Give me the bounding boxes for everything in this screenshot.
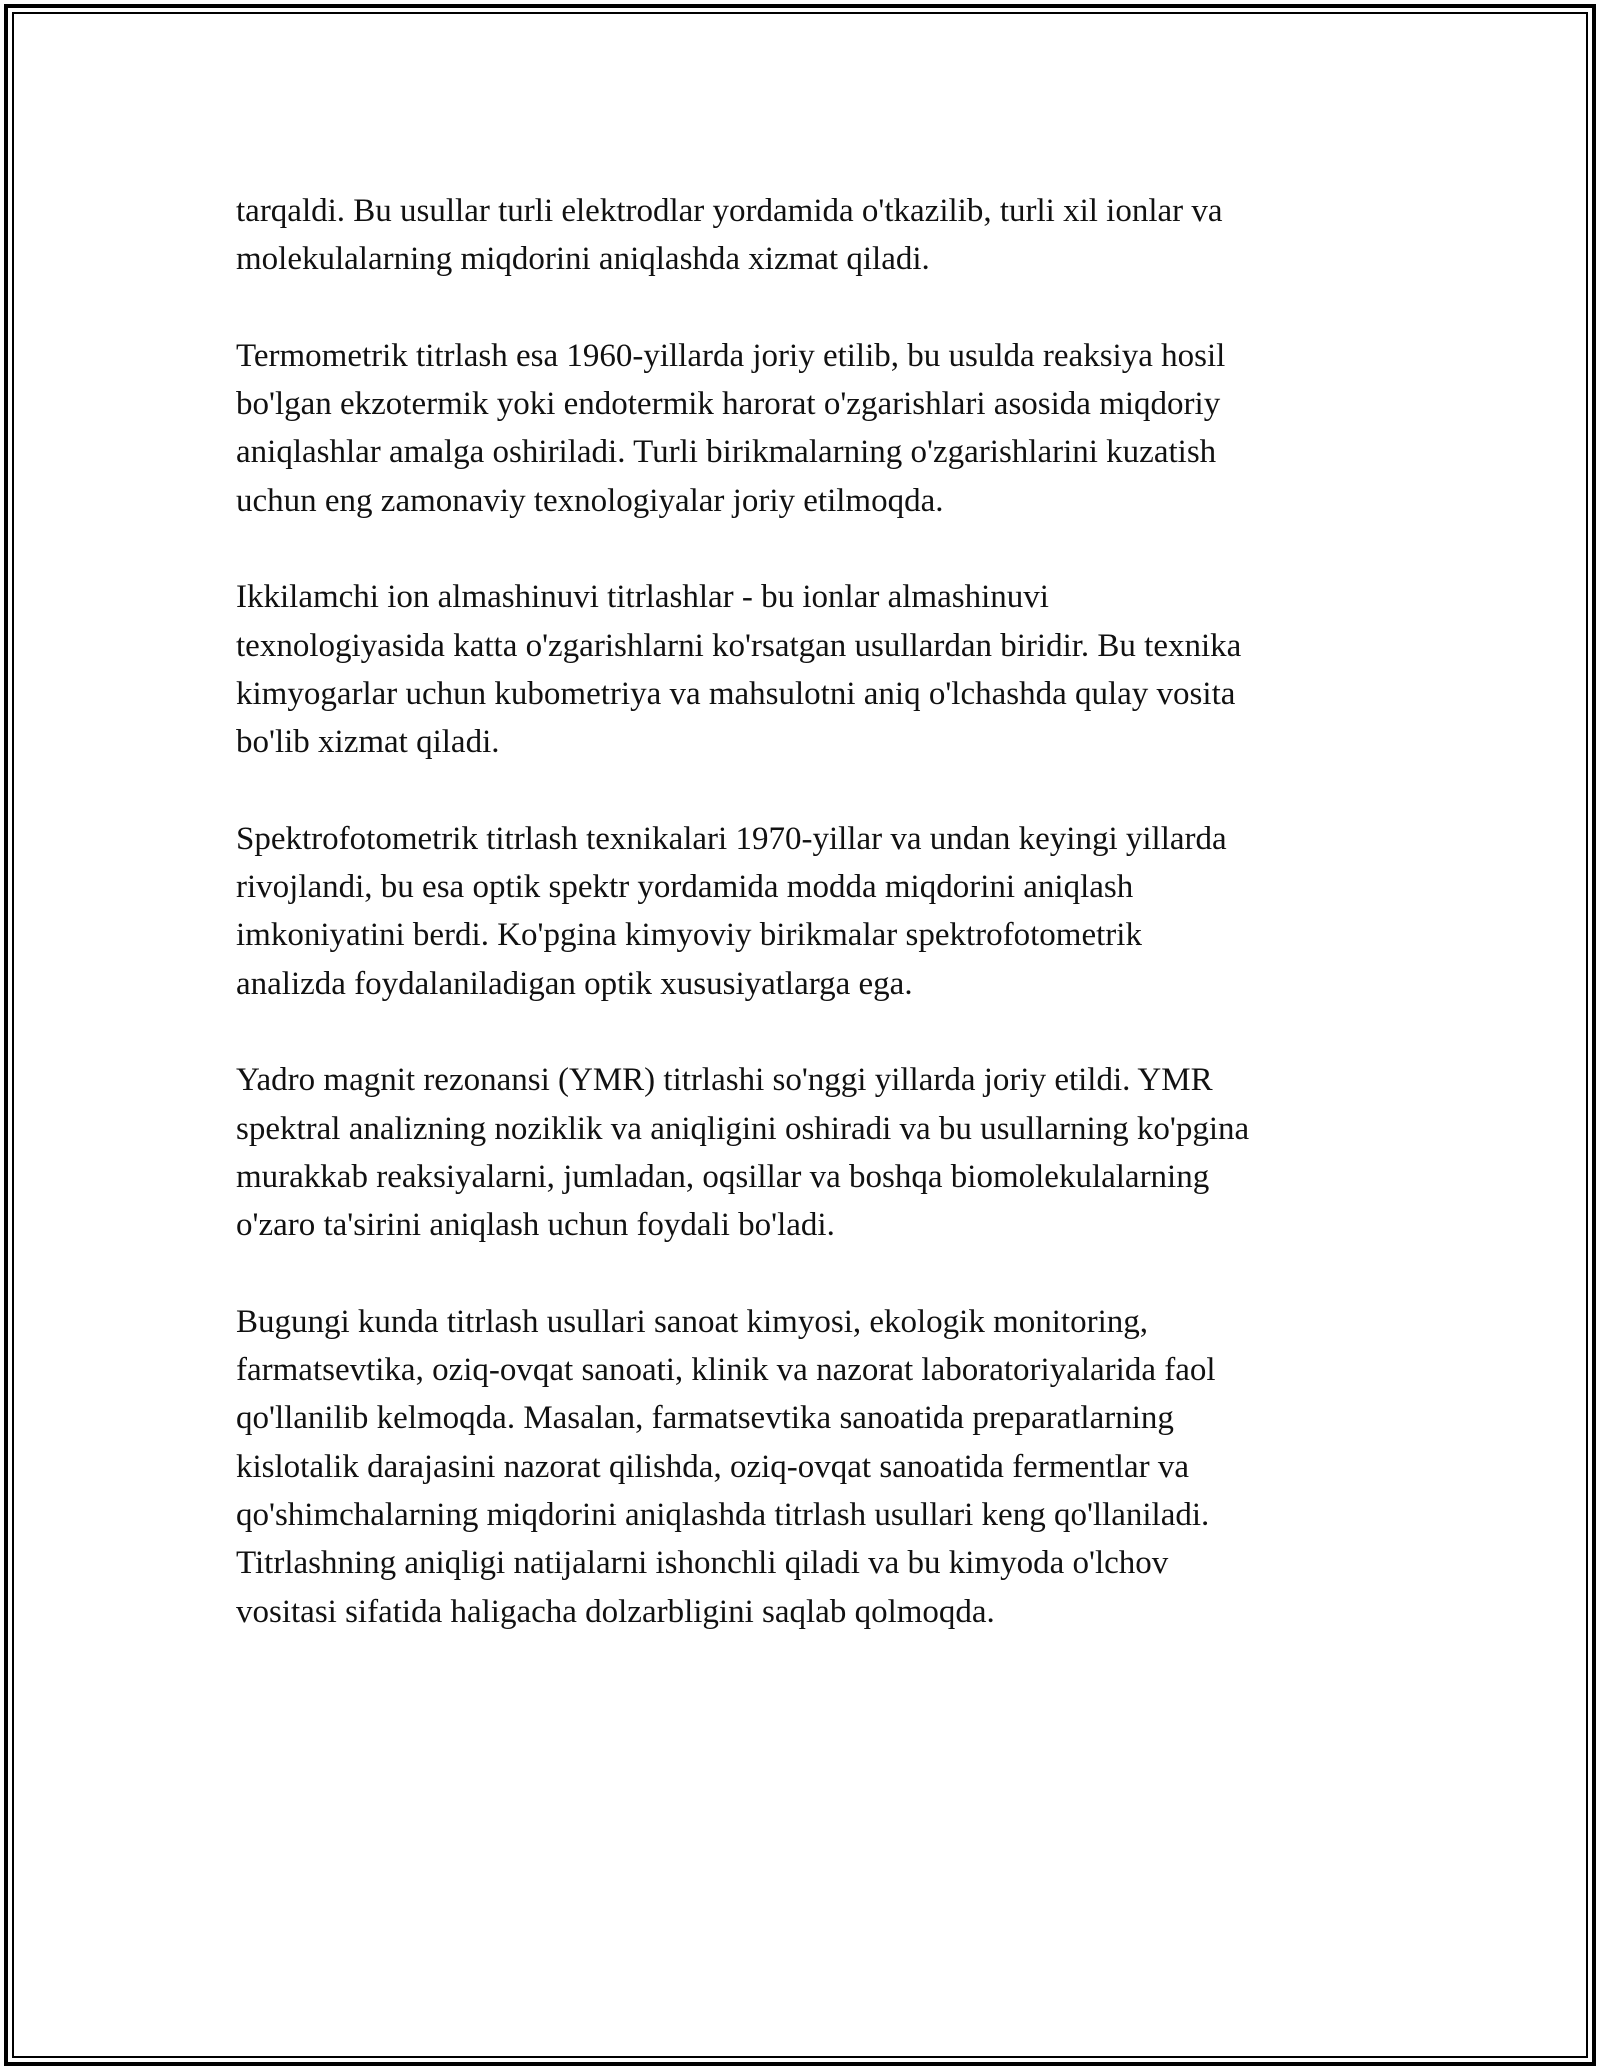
text-line: qo'llanilib kelmoqda. Masalan, farmatsevtika sanoatida preparatlarning	[236, 1400, 1174, 1437]
text-line: o'zaro ta'sirini aniqlash uchun foydali bo'ladi.	[236, 1207, 835, 1244]
text-line: molekulalarning miqdorini aniqlashda xizmat qiladi.	[236, 241, 930, 278]
text-line: vositasi sifatida haligacha dolzarbligini saqlab qolmoqda.	[236, 1593, 995, 1630]
paragraph	[236, 573, 1386, 766]
text-line: Titrlashning aniqligi natijalarni ishonchli qiladi va bu kimyoda o'lchov	[236, 1545, 1169, 1582]
text-line: qo'shimchalarning miqdorini aniqlashda titrlash usullari keng qo'llaniladi.	[236, 1497, 1210, 1534]
text-line: kislotalik darajasini nazorat qilishda, oziq-ovqat sanoatida fermentlar va	[236, 1448, 1190, 1485]
paragraph	[236, 1298, 1386, 1636]
paragraph	[236, 332, 1386, 525]
text-line: imkoniyatini berdi. Ko'pgina kimyoviy birikmalar spektrofotometrik	[236, 917, 1142, 954]
text-line: kimyogarlar uchun kubometriya va mahsulotni aniq o'lchashda qulay vosita	[236, 675, 1236, 712]
text-line: farmatsevtika, oziq-ovqat sanoati, klinik va nazorat laboratoriyalarida faol	[236, 1352, 1216, 1389]
text-line: analizda foydalaniladigan optik xususiyatlarga ega.	[236, 965, 913, 1002]
text-line: spektral analizning noziklik va aniqligini oshiradi va bu usullarning ko'pgina	[236, 1110, 1250, 1147]
text-line: tarqaldi. Bu usullar turli elektrodlar yordamida o'tkazilib, turli xil ionlar va	[236, 193, 1223, 229]
text-line: Ikkilamchi ion almashinuvi titrlashlar - bu ionlar almashinuvi	[236, 579, 1049, 616]
text-line: Yadro magnit rezonansi (YMR) titrlashi so'nggi yillarda joriy etildi. YMR	[236, 1062, 1213, 1099]
text-line: Termometrik titrlash esa 1960-yillarda joriy etilib, bu usulda reaksiya hosil	[236, 337, 1226, 374]
paragraph	[236, 1056, 1386, 1249]
text-line: uchun eng zamonaviy texnologiyalar joriy etilmoqda.	[236, 482, 944, 519]
text-line: aniqlashlar amalga oshiriladi. Turli birikmalarning o'zgarishlarini kuzatish	[236, 434, 1217, 471]
text-line: bo'lib xizmat qiladi.	[236, 724, 500, 761]
paragraph	[236, 187, 1386, 284]
text-line: texnologiyasida katta o'zgarishlarni ko'rsatgan usullardan biridir. Bu texnika	[236, 627, 1242, 664]
document-body	[236, 187, 1386, 1684]
text-line: murakkab reaksiyalarni, jumladan, oqsillar va boshqa biomolekulalarning	[236, 1158, 1210, 1195]
text-line: rivojlandi, bu esa optik spektr yordamida modda miqdorini aniqlash	[236, 869, 1134, 906]
text-line: Spektrofotometrik titrlash texnikalari 1970-yillar va undan keyingi yillarda	[236, 820, 1227, 857]
text-line: bo'lgan ekzotermik yoki endotermik harorat o'zgarishlari asosida miqdoriy	[236, 386, 1221, 423]
paragraph	[236, 815, 1386, 1008]
text-line: Bugungi kunda titrlash usullari sanoat kimyosi, ekologik monitoring,	[236, 1303, 1149, 1340]
